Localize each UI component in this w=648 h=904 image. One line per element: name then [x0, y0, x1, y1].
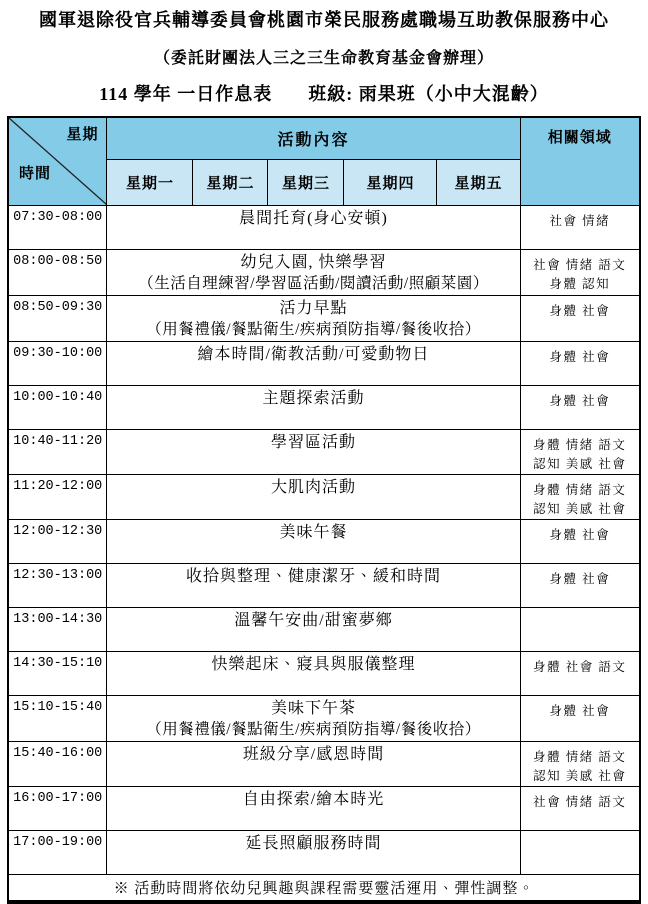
- activity-text: 主題探索活動: [262, 389, 365, 407]
- schedule-title-row: [0, 80, 648, 106]
- activity-content-header: 活動內容: [107, 117, 520, 159]
- domain-text2: 認知 美感 社會: [533, 501, 627, 516]
- schedule-row: [8, 519, 640, 563]
- time-cell: 16:00-17:00: [8, 786, 107, 830]
- activity-subtext: （用餐禮儀/餐點衛生/疾病預防指導/餐後收拾）: [146, 320, 481, 338]
- activity-cell: [107, 385, 520, 429]
- activity-cell: [107, 607, 520, 651]
- activity-cell: [107, 741, 520, 786]
- activity-text: 晨間托育(身心安頓): [239, 209, 388, 227]
- schedule-row: [8, 249, 640, 295]
- subtitle-foundation: （委託財團法人三之三生命教育基金會辦理）: [153, 50, 494, 67]
- activity-cell: [107, 341, 520, 385]
- activity-text: 美味下午茶: [270, 699, 356, 717]
- day-header-thursday: 星期四: [344, 159, 437, 205]
- day-header-tuesday: 星期二: [193, 159, 268, 205]
- activity-text: 活力早點: [279, 299, 348, 317]
- schedule-row: [8, 385, 640, 429]
- schedule-row: [8, 341, 640, 385]
- footer-note-row: [8, 874, 640, 902]
- corner-time-label: 時間: [18, 165, 51, 182]
- activity-text: 繪本時間/衛教活動/可愛動物日: [197, 345, 430, 363]
- domain-text: 身體 社會: [549, 303, 611, 318]
- activity-subtext: （生活自理練習/學習區活動/閱讀活動/照顧菜園）: [138, 274, 489, 292]
- schedule-row: [8, 205, 640, 249]
- domain-cell: [520, 741, 640, 786]
- domain-text: 身體 社會: [549, 527, 611, 542]
- corner-diagonal-cell: [8, 117, 107, 205]
- activity-subtext: （用餐禮儀/餐點衛生/疾病預防指導/餐後收拾）: [146, 720, 481, 738]
- domain-text: 身體 情緒 語文: [533, 749, 627, 764]
- schedule-row: [8, 474, 640, 519]
- activity-text: 大肌肉活動: [270, 478, 356, 496]
- time-cell: 08:50-09:30: [8, 295, 107, 341]
- time-cell: 14:30-15:10: [8, 651, 107, 695]
- schedule-row: [8, 429, 640, 474]
- domain-text: 身體 情緒 語文: [533, 482, 627, 497]
- activity-cell: [107, 563, 520, 607]
- schedule-title: 114 學年 一日作息表: [99, 84, 273, 104]
- schedule-row: [8, 563, 640, 607]
- time-cell: 08:00-08:50: [8, 249, 107, 295]
- time-cell: 10:40-11:20: [8, 429, 107, 474]
- activity-text: 學習區活動: [270, 433, 356, 451]
- activity-text: 美味午餐: [279, 523, 348, 541]
- header-row-1: [8, 117, 640, 159]
- domain-cell: [520, 563, 640, 607]
- time-cell: 15:10-15:40: [8, 695, 107, 741]
- activity-cell: [107, 651, 520, 695]
- domain-text2: 認知 美感 社會: [533, 768, 627, 783]
- domain-text: 身體 社會 語文: [533, 659, 627, 674]
- activity-text: 幼兒入園, 快樂學習: [240, 253, 387, 271]
- domain-text2: 身體 認知: [549, 276, 611, 291]
- domain-cell: [520, 651, 640, 695]
- org-title: 國軍退除役官兵輔導委員會桃園市榮民服務處職場互助教保服務中心: [39, 10, 609, 30]
- time-cell: 11:20-12:00: [8, 474, 107, 519]
- domain-cell: [520, 295, 640, 341]
- activity-text: 收拾與整理、健康潔牙、緩和時間: [185, 567, 441, 585]
- domain-text: 身體 情緒 語文: [533, 437, 627, 452]
- domain-text: 社會 情緒 語文: [533, 257, 627, 272]
- domain-cell: [520, 341, 640, 385]
- domain-cell: [520, 607, 640, 651]
- time-cell: 12:00-12:30: [8, 519, 107, 563]
- activity-text: 班級分享/感恩時間: [242, 745, 385, 763]
- activity-text: 自由探索/繪本時光: [242, 790, 385, 808]
- domain-cell: [520, 429, 640, 474]
- domain-cell: [520, 695, 640, 741]
- schedule-row: [8, 786, 640, 830]
- activity-cell: [107, 830, 520, 874]
- domain-cell: [520, 519, 640, 563]
- day-header-wednesday: 星期三: [268, 159, 344, 205]
- schedule-row: [8, 607, 640, 651]
- time-cell: 10:00-10:40: [8, 385, 107, 429]
- time-cell: 09:30-10:00: [8, 341, 107, 385]
- class-name-label: 班級: 雨果班（小中大混齡）: [308, 84, 549, 104]
- activity-cell: [107, 474, 520, 519]
- domain-text: 社會 情緒: [549, 213, 611, 228]
- activity-cell: [107, 695, 520, 741]
- domain-text: 身體 社會: [549, 393, 611, 408]
- day-header-friday: 星期五: [437, 159, 520, 205]
- day-header-monday: 星期一: [107, 159, 193, 205]
- corner-weekday-label: 星期: [66, 127, 99, 143]
- activity-cell: [107, 295, 520, 341]
- time-cell: 12:30-13:00: [8, 563, 107, 607]
- domain-text: 身體 社會: [549, 349, 611, 364]
- activity-cell: [107, 249, 520, 295]
- footer-note: ※ 活動時間將依幼兒興趣與課程需要靈活運用、彈性調整。: [8, 874, 640, 902]
- activity-cell: [107, 519, 520, 563]
- domain-cell: [520, 385, 640, 429]
- domain-text: 身體 社會: [549, 571, 611, 586]
- domain-text: 社會 情緒 語文: [533, 794, 627, 809]
- activity-cell: [107, 429, 520, 474]
- schedule-row: [8, 295, 640, 341]
- domain-cell: [520, 205, 640, 249]
- activity-cell: [107, 786, 520, 830]
- time-cell: 15:40-16:00: [8, 741, 107, 786]
- activity-cell: [107, 205, 520, 249]
- activity-text: 延長照顧服務時間: [245, 834, 382, 852]
- time-cell: 13:00-14:30: [8, 607, 107, 651]
- domain-cell: [520, 249, 640, 295]
- domain-cell: [520, 474, 640, 519]
- activity-text: 溫馨午安曲/甜蜜夢鄉: [234, 611, 393, 629]
- activity-text: 快樂起床、寢具與服儀整理: [211, 655, 416, 673]
- schedule-row: [8, 651, 640, 695]
- domain-cell: [520, 786, 640, 830]
- time-cell: 07:30-08:00: [8, 205, 107, 249]
- time-cell: 17:00-19:00: [8, 830, 107, 874]
- domain-cell: [520, 830, 640, 874]
- document-header: [0, 0, 648, 106]
- domain-text2: 認知 美感 社會: [533, 456, 627, 471]
- related-domain-header: 相關領域: [520, 117, 640, 205]
- schedule-row: [8, 741, 640, 786]
- daily-schedule-table: [7, 116, 641, 904]
- schedule-row: [8, 695, 640, 741]
- schedule-row: [8, 830, 640, 874]
- domain-text: 身體 社會: [549, 703, 611, 718]
